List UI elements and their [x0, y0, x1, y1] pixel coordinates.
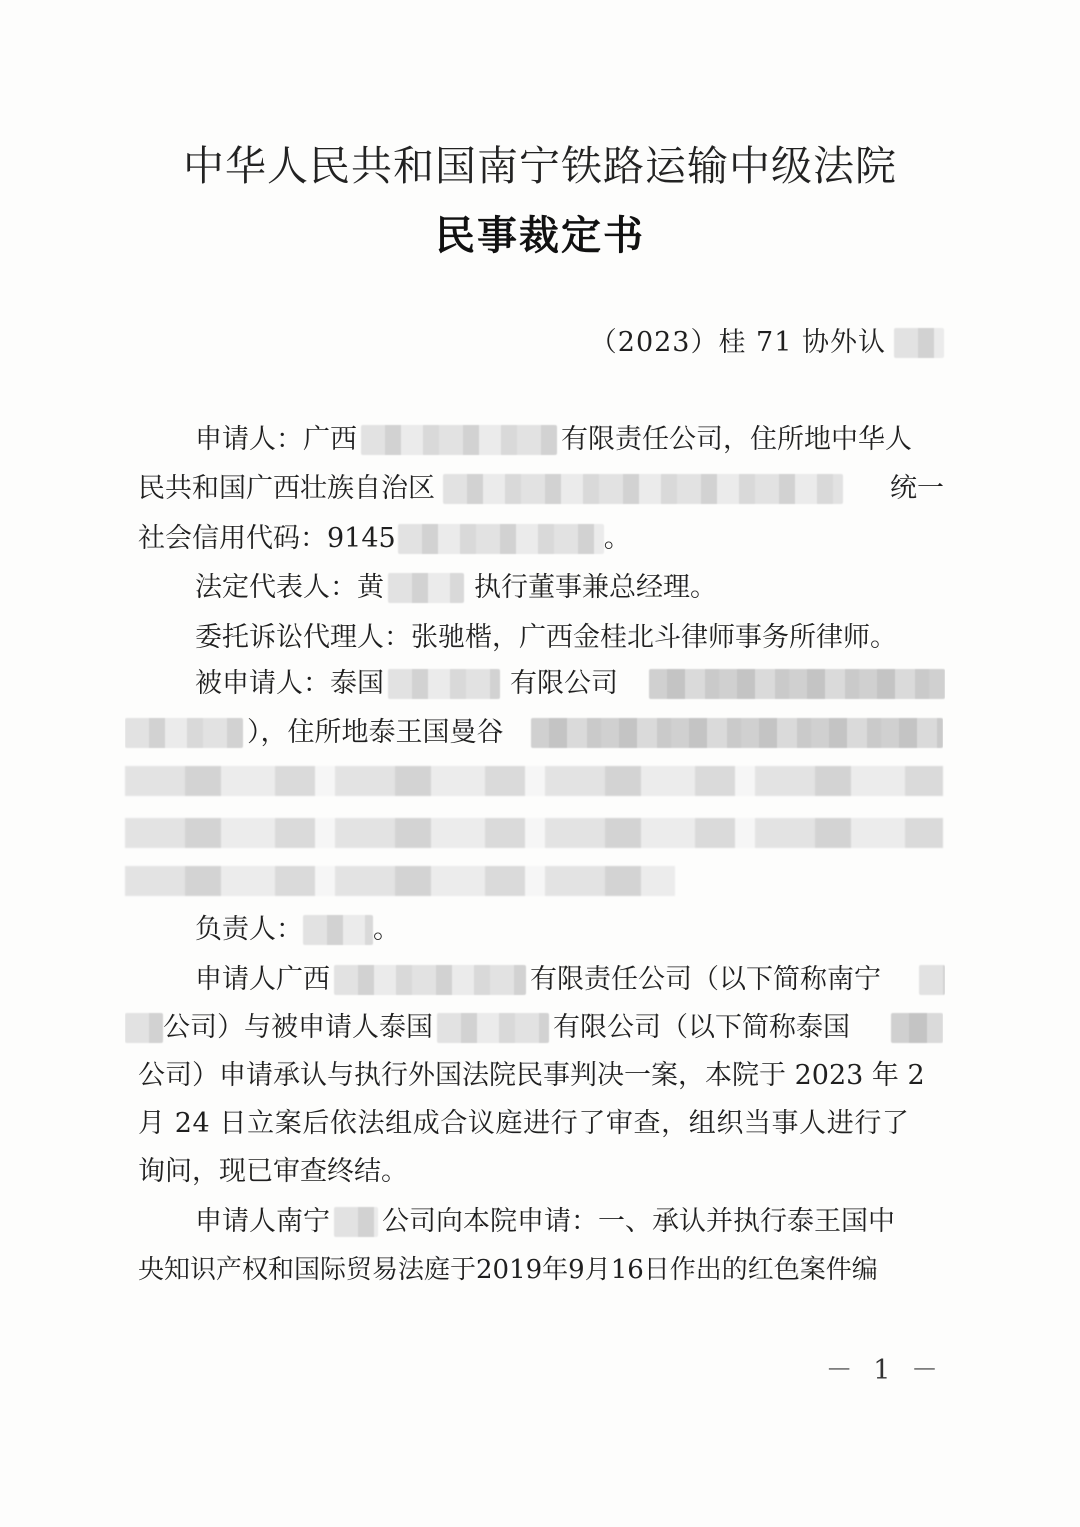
text-segment: 负责人： [195, 914, 303, 945]
person-in-charge-line [195, 907, 945, 953]
text-segment: ），住所地泰王国曼谷 [247, 717, 504, 748]
text-segment: 公司）与被申请人泰国 [163, 1012, 433, 1043]
paragraph-3-line-2 [138, 1247, 944, 1293]
redaction-blur [125, 1013, 163, 1043]
paragraph-2-line-5 [138, 1149, 944, 1195]
paragraph-2-line-1 [195, 957, 945, 1003]
text-segment: 法定代表人：黄 [195, 572, 384, 603]
redaction-blur [531, 718, 943, 748]
text-segment: 申请人：广西 [195, 424, 357, 455]
applicant-line-3 [138, 516, 944, 562]
court-name: 中华人民共和国南宁铁路运输中级法院 [183, 142, 897, 190]
respondent-line-1 [195, 661, 945, 707]
text-segment: 有限公司 [510, 668, 618, 699]
case-number [590, 325, 944, 361]
text-segment: 。 [603, 523, 631, 554]
text-segment: 有限责任公司，住所地中华人 [561, 424, 912, 455]
paragraph-2-line-2 [125, 1005, 943, 1051]
redaction-blur [398, 524, 604, 554]
redacted-address-line [125, 866, 675, 896]
text-segment: 。 [373, 914, 400, 945]
redaction-blur [334, 1207, 378, 1237]
text-segment: 统一 [890, 473, 944, 504]
redacted-address-line [125, 766, 943, 796]
redaction-blur [303, 915, 373, 945]
paragraph-2-line-4 [138, 1101, 944, 1147]
text-segment: 央知识产权和国际贸易法庭于2019年9月16日作出的红色案件编 [138, 1255, 878, 1285]
redaction-blur [388, 573, 464, 603]
text-segment: 公司）申请承认与执行外国法院民事判决一案，本院于 2023 年 2 [138, 1060, 925, 1091]
redaction-blur [125, 718, 243, 748]
respondent-line-2 [125, 710, 943, 756]
redaction-blur [437, 1013, 549, 1043]
text-segment: 月 24 日立案后依法组成合议庭进行了审查，组织当事人进行了 [138, 1108, 910, 1139]
page-number: － 1 － [825, 1355, 944, 1386]
redaction-blur [334, 965, 526, 995]
legal-representative-line [195, 565, 945, 611]
text-segment: 有限责任公司（以下简称南宁 [530, 964, 881, 995]
text-segment: 询问，现已审查终结。 [138, 1156, 408, 1187]
text-segment: 有限公司（以下简称泰国 [553, 1012, 850, 1043]
redacted-address-line [125, 818, 943, 848]
redaction-blur [919, 965, 945, 995]
text-segment: 民共和国广西壮族自治区 [138, 473, 435, 504]
applicant-line-1 [195, 417, 945, 463]
applicant-line-2 [138, 466, 944, 512]
text-segment: 申请人南宁 [195, 1206, 330, 1237]
document-type-title: 民事裁定书 [435, 212, 645, 259]
redaction-blur [388, 669, 500, 699]
text-segment: 执行董事兼总经理。 [474, 572, 717, 603]
redaction-blur [361, 425, 557, 455]
text-segment: 申请人广西 [195, 964, 330, 995]
text-segment: 社会信用代码：9145 [138, 523, 396, 554]
text-segment: 委托诉讼代理人：张驰楷，广西金桂北斗律师事务所律师。 [195, 622, 897, 653]
redaction-blur [891, 1013, 943, 1043]
redaction-blur [443, 474, 843, 504]
text-segment: 公司向本院申请：一、承认并执行泰王国中 [382, 1206, 895, 1237]
paragraph-2-line-3 [138, 1053, 944, 1099]
redaction-blur [649, 669, 945, 699]
redaction-blur [894, 328, 944, 358]
paragraph-3-line-1 [195, 1199, 945, 1245]
agent-line [195, 615, 945, 661]
case-number-text: （2023）桂 71 协外认 [589, 327, 886, 358]
text-segment: 被申请人：泰国 [195, 668, 384, 699]
